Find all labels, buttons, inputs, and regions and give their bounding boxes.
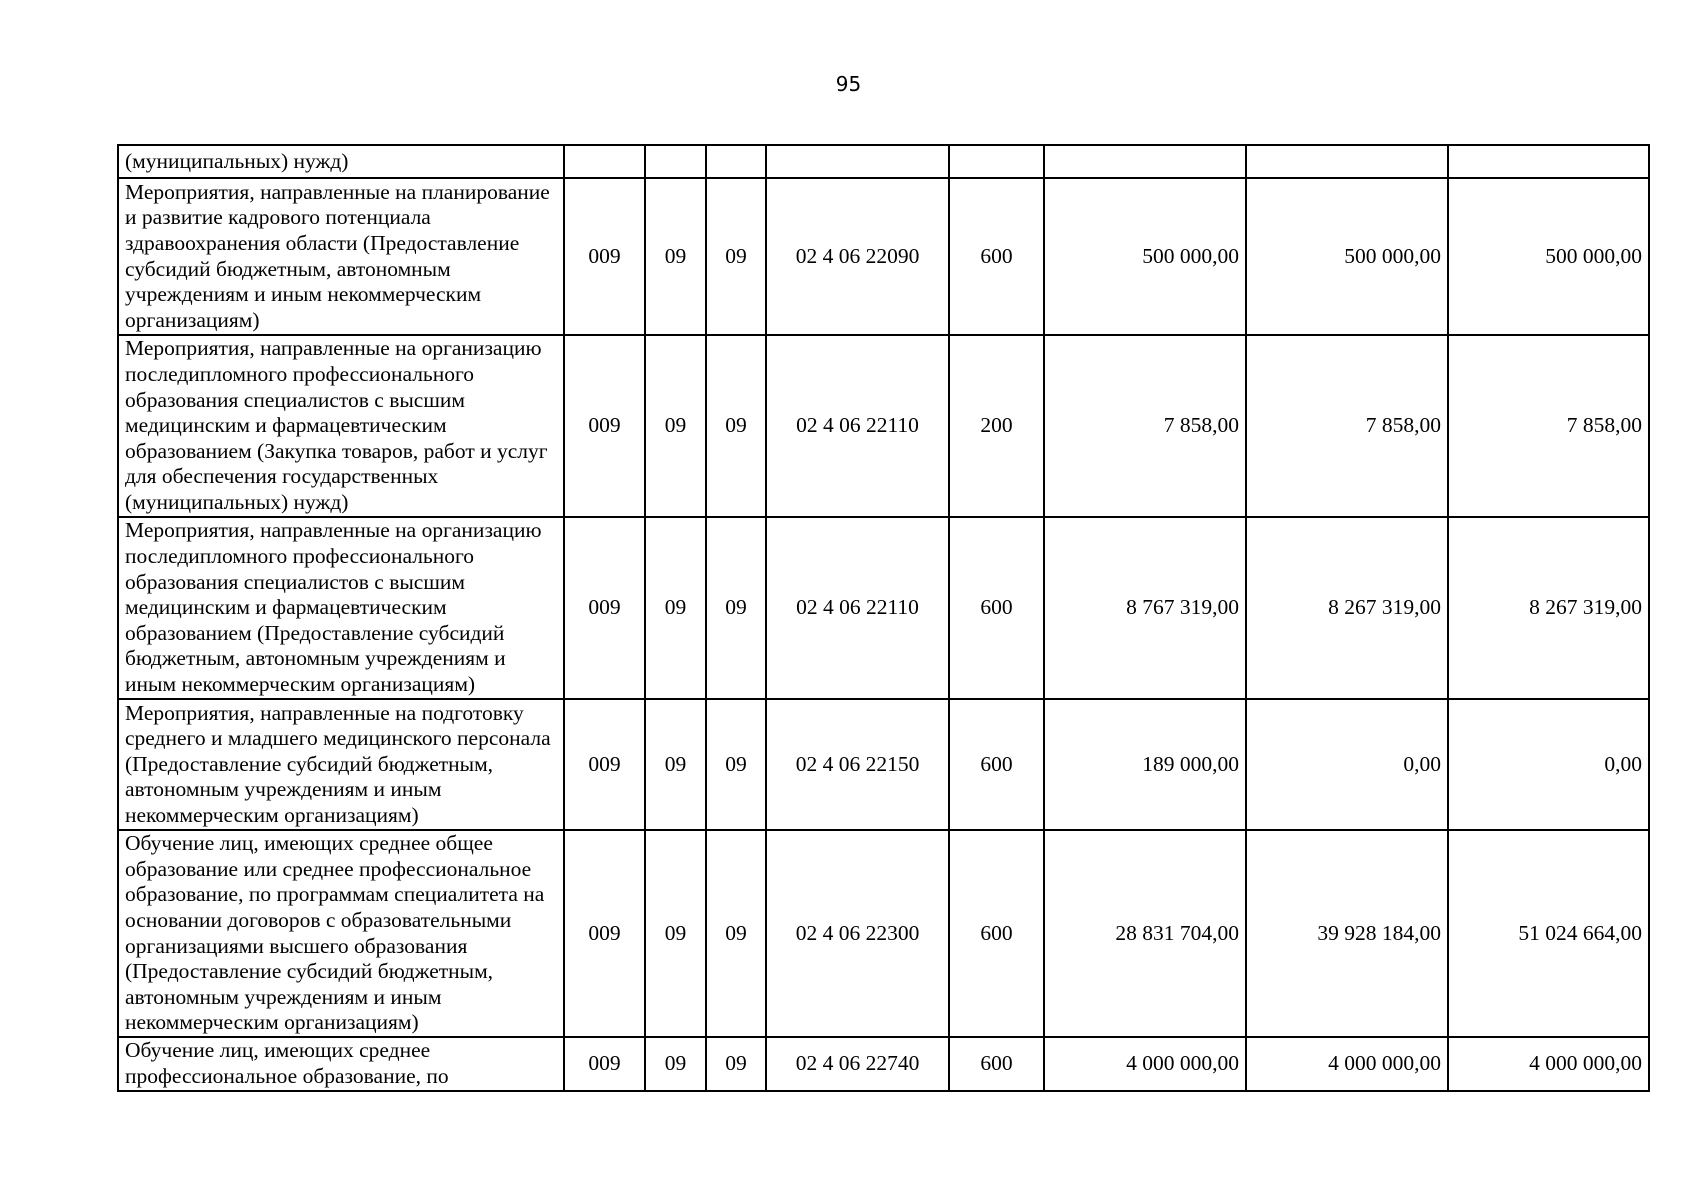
row-description: Обучение лиц, имеющих среднее профессиональное образование, по [118,1037,564,1091]
sum-year-1: 8 767 319,00 [1044,517,1246,699]
sum-year-2: 0,00 [1246,699,1448,830]
row-description: Мероприятия, направленные на организацию последипломного профессионального образования специалистов с высшим медицинским и фармацевтическим образованием (Предоставление субсидий бюджетным, автономным учреждениям и иным некоммерческим организациям) [118,517,564,699]
ministry-code: 009 [564,699,645,830]
ministry-code: 009 [564,517,645,699]
subsection-code: 09 [706,830,766,1037]
subsection-code: 09 [706,178,766,335]
sum-year-3: 500 000,00 [1448,178,1649,335]
expense-type-code: 200 [949,335,1044,517]
row-description: (муниципальных) нужд) [118,145,564,178]
table-row [118,830,1649,1037]
sum-year-2: 500 000,00 [1246,178,1448,335]
target-article-code: 02 4 06 22150 [766,699,949,830]
ministry-code: 009 [564,178,645,335]
sum-year-3 [1448,145,1649,178]
expense-type-code: 600 [949,830,1044,1037]
sum-year-3: 51 024 664,00 [1448,830,1649,1037]
subsection-code [706,145,766,178]
section-code: 09 [645,699,706,830]
target-article-code: 02 4 06 22740 [766,1037,949,1091]
target-article-code: 02 4 06 22300 [766,830,949,1037]
row-description: Мероприятия, направленные на подготовку среднего и младшего медицинского персонала (Предоставление субсидий бюджетным, автономным учреждениям и иным некоммерческим организациям) [118,699,564,830]
sum-year-3: 7 858,00 [1448,335,1649,517]
subsection-code: 09 [706,699,766,830]
expense-type-code: 600 [949,517,1044,699]
sum-year-3: 8 267 319,00 [1448,517,1649,699]
ministry-code [564,145,645,178]
subsection-code: 09 [706,517,766,699]
section-code: 09 [645,335,706,517]
sum-year-1: 7 858,00 [1044,335,1246,517]
sum-year-1 [1044,145,1246,178]
budget-table [117,144,1650,1092]
target-article-code: 02 4 06 22090 [766,178,949,335]
page-number: 95 [835,72,862,96]
target-article-code: 02 4 06 22110 [766,517,949,699]
table-row [118,517,1649,699]
section-code: 09 [645,178,706,335]
row-description: Мероприятия, направленные на организацию последипломного профессионального образования специалистов с высшим медицинским и фармацевтическим образованием (Закупка товаров, работ и услуг для обеспечения государственных (муниципальных) нужд) [118,335,564,517]
section-code: 09 [645,517,706,699]
target-article-code: 02 4 06 22110 [766,335,949,517]
ministry-code: 009 [564,830,645,1037]
row-description: Мероприятия, направленные на планирование и развитие кадрового потенциала здравоохранения области (Предоставление субсидий бюджетным, автономным учреждениям и иным некоммерческим организациям) [118,178,564,335]
table-row [118,145,1649,178]
section-code: 09 [645,1037,706,1091]
sum-year-3: 0,00 [1448,699,1649,830]
sum-year-1: 4 000 000,00 [1044,1037,1246,1091]
row-description: Обучение лиц, имеющих среднее общее образование или среднее профессиональное образование, по программам специалитета на основании договоров с образовательными организациями высшего образования (Предоставление субсидий бюджетным, автономным учреждениям и иным некоммерческим организациям) [118,830,564,1037]
sum-year-2: 4 000 000,00 [1246,1037,1448,1091]
section-code: 09 [645,830,706,1037]
subsection-code: 09 [706,335,766,517]
table-row [118,335,1649,517]
table-row [118,1037,1649,1091]
expense-type-code: 600 [949,1037,1044,1091]
ministry-code: 009 [564,335,645,517]
section-code [645,145,706,178]
sum-year-2: 39 928 184,00 [1246,830,1448,1037]
expense-type-code [949,145,1044,178]
sum-year-1: 189 000,00 [1044,699,1246,830]
table-row [118,699,1649,830]
ministry-code: 009 [564,1037,645,1091]
sum-year-2 [1246,145,1448,178]
sum-year-2: 7 858,00 [1246,335,1448,517]
expense-type-code: 600 [949,178,1044,335]
table-row [118,178,1649,335]
subsection-code: 09 [706,1037,766,1091]
sum-year-2: 8 267 319,00 [1246,517,1448,699]
expense-type-code: 600 [949,699,1044,830]
sum-year-3: 4 000 000,00 [1448,1037,1649,1091]
sum-year-1: 500 000,00 [1044,178,1246,335]
sum-year-1: 28 831 704,00 [1044,830,1246,1037]
target-article-code [766,145,949,178]
